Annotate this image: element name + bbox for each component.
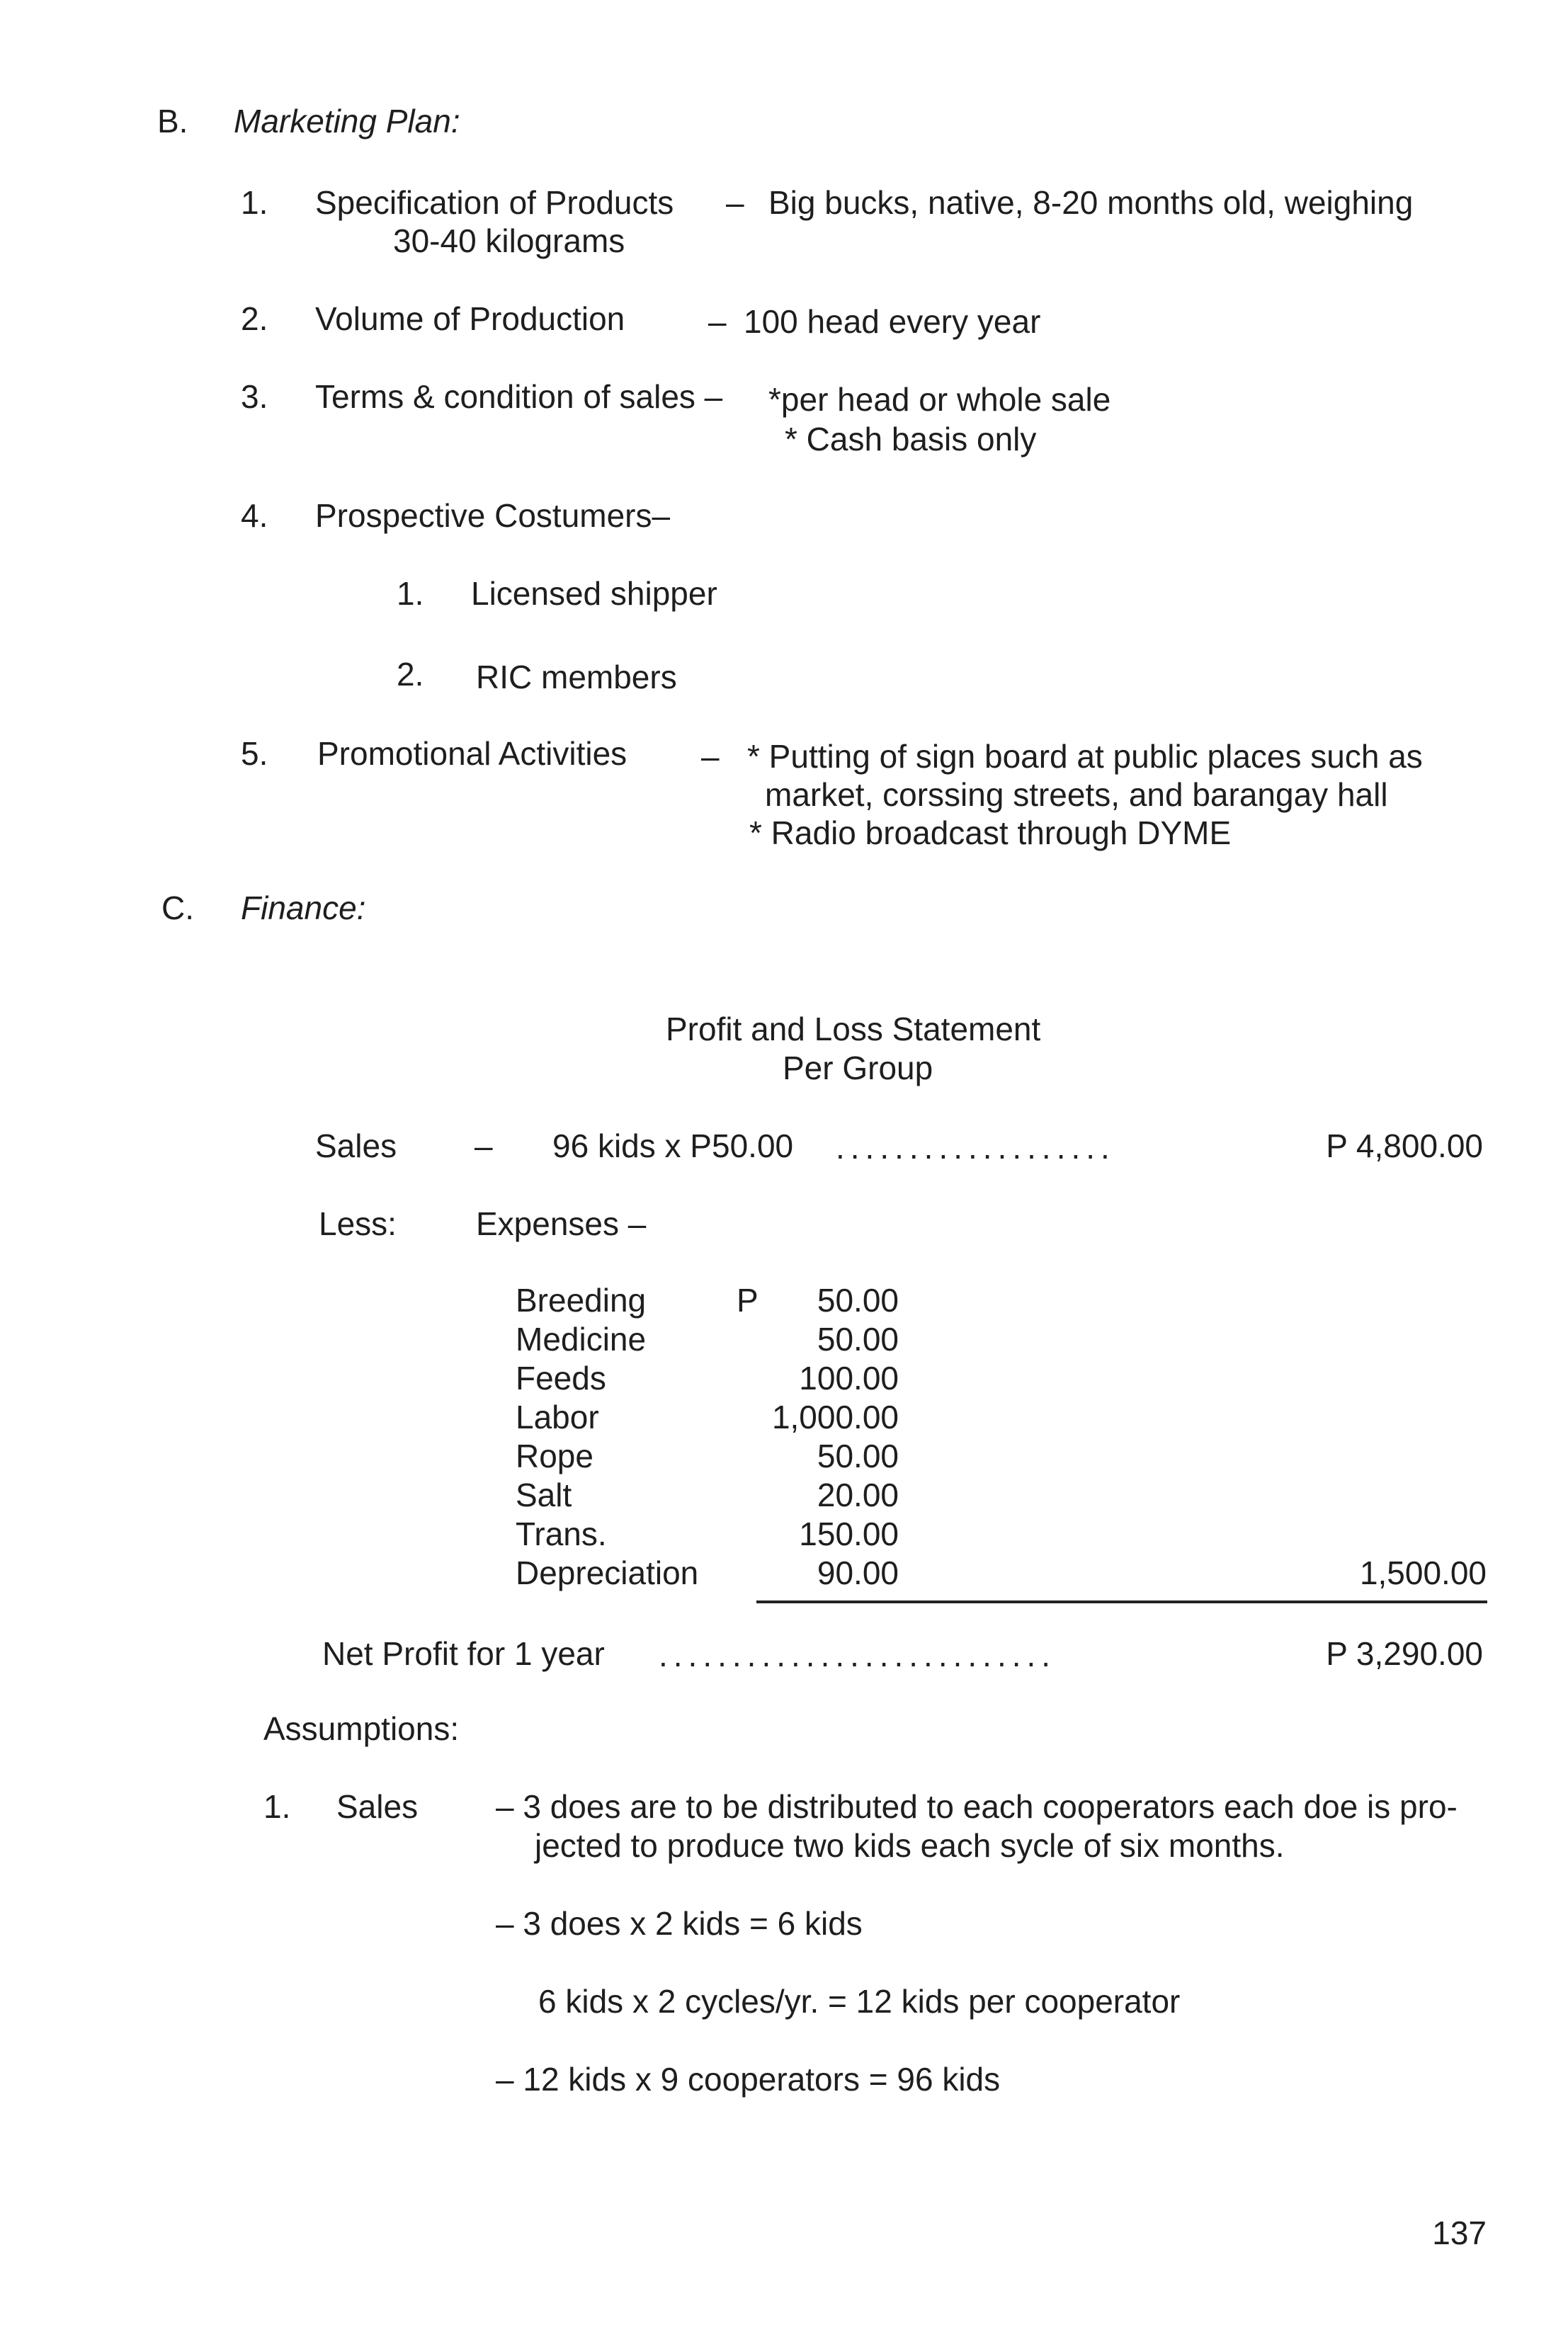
sales-calculation: 96 kids x P50.00 <box>552 1127 794 1164</box>
expense-amount-feeds: 100.00 <box>799 1360 899 1397</box>
expense-name-feeds: Feeds <box>516 1360 606 1397</box>
expense-name-medicine: Medicine <box>516 1321 647 1358</box>
sales-total: P 4,800.00 <box>1326 1127 1483 1164</box>
item-1-label: Specification of Products <box>315 184 674 221</box>
item-5-number: 5. <box>241 735 268 772</box>
expense-name-trans: Trans. <box>516 1516 607 1552</box>
assumption-line-1: – 3 does are to be distributed to each cooperators each doe is pro- <box>496 1788 1458 1825</box>
customer-2-number: 2. <box>397 656 424 693</box>
expense-amount-salt: 20.00 <box>817 1477 899 1513</box>
section-c-title: Finance: <box>241 889 366 926</box>
assumption-1-number: 1. <box>263 1788 291 1825</box>
section-b-title: Marketing Plan: <box>234 103 460 140</box>
statement-subtitle: Per Group <box>783 1050 933 1086</box>
item-1-text: Big bucks, native, 8-20 months old, weighing <box>768 184 1414 221</box>
item-3-text: *per head or whole sale <box>768 381 1111 418</box>
item-1-text-continued: 30-40 kilograms <box>393 222 625 259</box>
expense-currency: P <box>737 1282 759 1319</box>
statement-title: Profit and Loss Statement <box>666 1011 1041 1047</box>
net-profit-label: Net Profit for 1 year <box>322 1635 605 1672</box>
item-2-text: 100 head every year <box>744 303 1041 340</box>
expense-name-breeding: Breeding <box>516 1282 647 1319</box>
customer-2-label: RIC members <box>476 659 677 695</box>
item-3-text-continued: * Cash basis only <box>785 421 1037 457</box>
expenses-total: 1,500.00 <box>1359 1554 1487 1591</box>
expense-amount-depreciation: 90.00 <box>817 1554 899 1591</box>
item-3-number: 3. <box>241 378 268 415</box>
expenses-label: Expenses – <box>476 1205 647 1242</box>
expense-amount-rope: 50.00 <box>817 1438 899 1474</box>
assumption-1-label: Sales <box>336 1788 419 1825</box>
item-3-label: Terms & condition of sales – <box>315 378 723 415</box>
item-4-number: 4. <box>241 497 268 534</box>
item-2-dash: – <box>708 303 727 340</box>
section-c-letter: C. <box>161 889 194 926</box>
expense-amount-trans: 150.00 <box>799 1516 899 1552</box>
item-5-text-radio: * Radio broadcast through DYME <box>749 814 1232 851</box>
assumption-line-4: 6 kids x 2 cycles/yr. = 12 kids per cooperator <box>538 1983 1181 2020</box>
net-profit-leader-dots: ........................... <box>659 1637 1057 1673</box>
item-1-number: 1. <box>241 184 268 221</box>
expense-name-salt: Salt <box>516 1477 572 1513</box>
sales-leader-dots: ................... <box>836 1129 1115 1166</box>
sales-dash: – <box>475 1127 493 1164</box>
assumption-line-5: – 12 kids x 9 cooperators = 96 kids <box>496 2061 1001 2098</box>
total-underline <box>756 1600 1487 1603</box>
expense-name-depreciation: Depreciation <box>516 1554 699 1591</box>
expense-name-labor: Labor <box>516 1399 599 1435</box>
section-b-letter: B. <box>157 103 188 140</box>
item-5-label: Promotional Activities <box>317 735 627 772</box>
less-label: Less: <box>319 1205 397 1242</box>
expense-amount-breeding: 50.00 <box>817 1282 899 1319</box>
sales-label: Sales <box>315 1127 397 1164</box>
assumption-line-2: jected to produce two kids each sycle of six months. <box>535 1827 1285 1864</box>
item-4-label: Prospective Costumers– <box>315 497 671 534</box>
assumptions-title: Assumptions: <box>263 1710 460 1747</box>
expense-amount-labor: 1,000.00 <box>771 1399 899 1435</box>
page-number: 137 <box>1432 2214 1487 2251</box>
item-5-dash: – <box>701 738 720 775</box>
expense-name-rope: Rope <box>516 1438 593 1474</box>
item-2-number: 2. <box>241 300 268 337</box>
item-5-text: * Putting of sign board at public places such as <box>747 738 1423 775</box>
item-5-text-continued: market, corssing streets, and barangay hall <box>765 776 1388 813</box>
expense-amount-medicine: 50.00 <box>817 1321 899 1358</box>
net-profit-total: P 3,290.00 <box>1326 1635 1483 1672</box>
item-2-label: Volume of Production <box>315 300 625 337</box>
item-1-dash: – <box>726 184 744 221</box>
customer-1-label: Licensed shipper <box>471 575 717 612</box>
customer-1-number: 1. <box>397 575 424 612</box>
assumption-line-3: – 3 does x 2 kids = 6 kids <box>496 1905 863 1942</box>
